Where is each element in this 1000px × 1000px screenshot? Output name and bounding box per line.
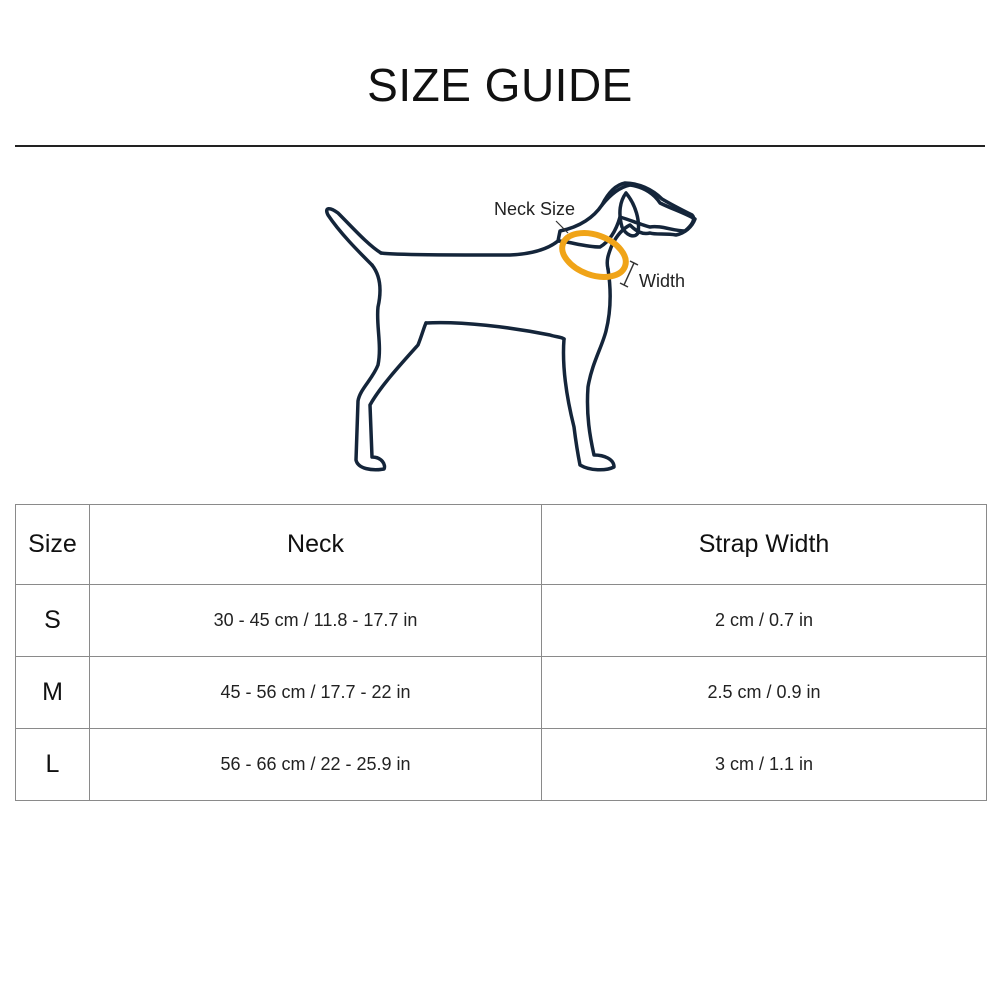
dog-front-legs-outline (563, 269, 614, 470)
dog-illustration (300, 175, 720, 485)
neck-size-label: Neck Size (494, 199, 576, 219)
header-neck: Neck (90, 505, 542, 585)
table-row (16, 585, 987, 657)
table-row (16, 729, 987, 801)
dog-belly-outline (426, 323, 564, 339)
size-cell: S (16, 585, 90, 657)
header-size: Size (16, 505, 90, 585)
dog-tail-outline (327, 209, 381, 265)
header-strap-width: Strap Width (542, 505, 987, 585)
dog-rear-legs-outline (356, 265, 426, 470)
neck-cell: 45 - 56 cm / 17.7 - 22 in (90, 657, 542, 729)
table-row (16, 657, 987, 729)
strap-width-cell: 3 cm / 1.1 in (542, 729, 987, 801)
neck-cell: 30 - 45 cm / 11.8 - 17.7 in (90, 585, 542, 657)
dog-outline-figure (300, 175, 720, 485)
page-title: SIZE GUIDE (367, 59, 633, 111)
size-cell: M (16, 657, 90, 729)
width-label: Width (639, 271, 686, 291)
title-divider (15, 145, 985, 147)
neck-cell: 56 - 66 cm / 22 - 25.9 in (90, 729, 542, 801)
size-table (15, 504, 987, 801)
strap-width-cell: 2.5 cm / 0.9 in (542, 657, 987, 729)
size-cell: L (16, 729, 90, 801)
strap-width-cell: 2 cm / 0.7 in (542, 585, 987, 657)
table-header-row (16, 505, 987, 585)
